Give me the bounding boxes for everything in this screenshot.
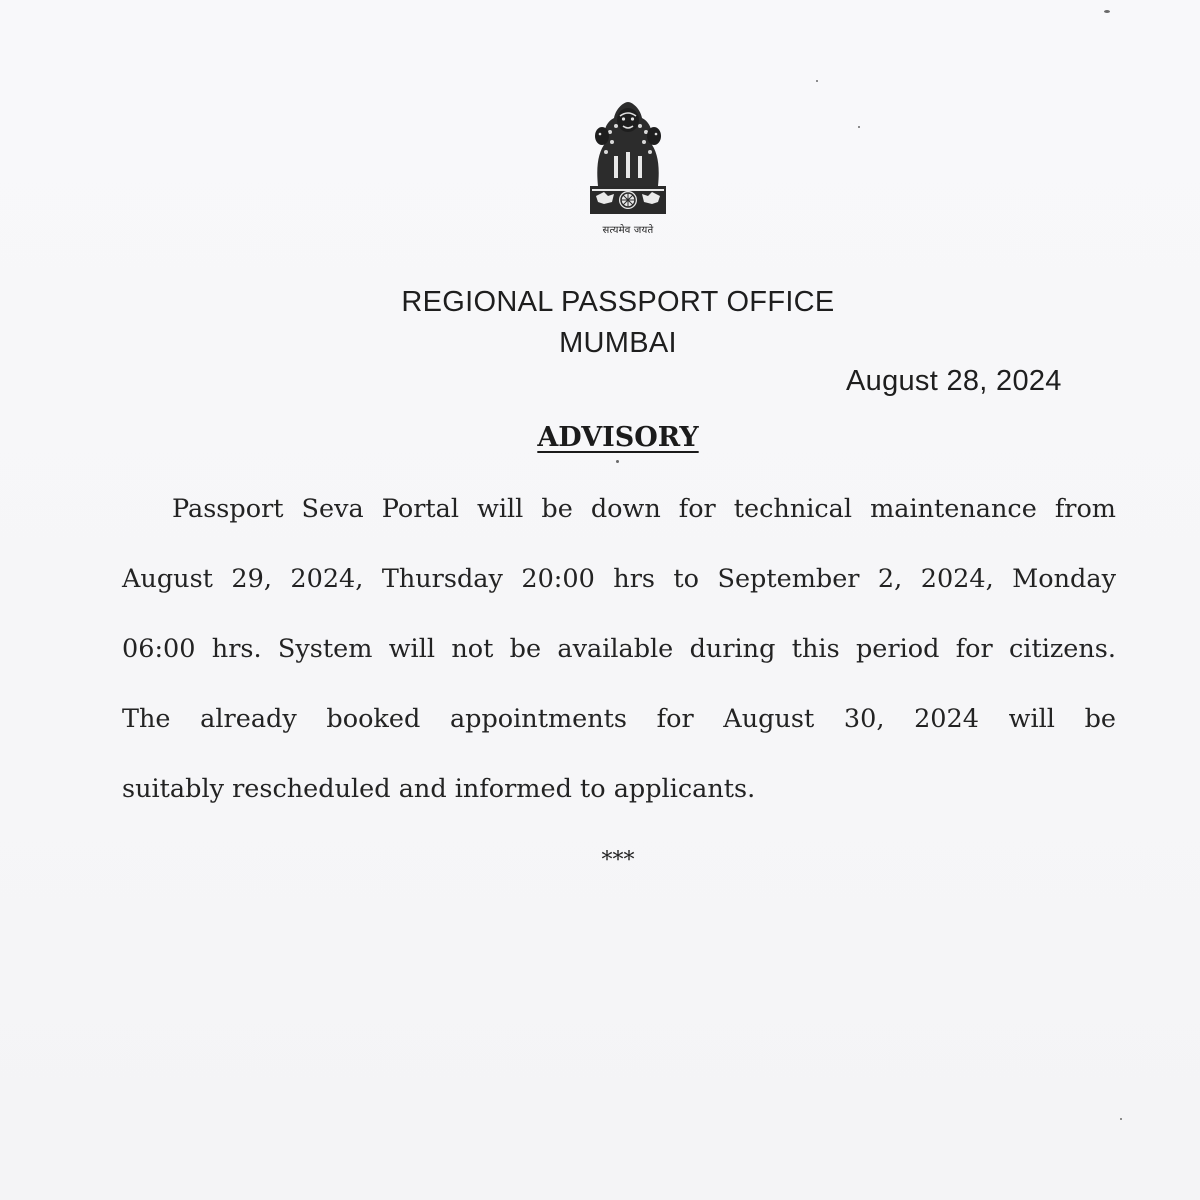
body-line: 06:00 hrs. System will not be available during this period for citizens. — [122, 634, 1116, 664]
end-mark: *** — [601, 848, 635, 873]
national-emblem-icon — [576, 86, 680, 218]
office-city: MUMBAI — [559, 327, 677, 359]
scan-speck — [816, 80, 818, 82]
body-line: The already booked appointments for August 30, 2024 will be — [122, 704, 1116, 734]
office-title: REGIONAL PASSPORT OFFICE — [401, 286, 835, 318]
advisory-body — [122, 474, 1116, 824]
scan-speck — [1120, 1118, 1122, 1120]
advisory-title: ADVISORY — [537, 422, 699, 453]
scan-speck — [616, 460, 619, 463]
body-line: suitably rescheduled and informed to applicants. — [122, 774, 756, 804]
advisory-date: August 28, 2024 — [846, 365, 1062, 397]
scan-speck — [858, 126, 860, 128]
advisory-heading — [420, 422, 816, 453]
emblem-motto: सत्यमेव जयते — [602, 225, 654, 236]
body-line: August 29, 2024, Thursday 20:00 hrs to September 2, 2024, Monday — [122, 564, 1116, 594]
body-line: Passport Seva Portal will be down for technical maintenance from — [172, 494, 1116, 524]
scan-speck — [1104, 10, 1110, 13]
